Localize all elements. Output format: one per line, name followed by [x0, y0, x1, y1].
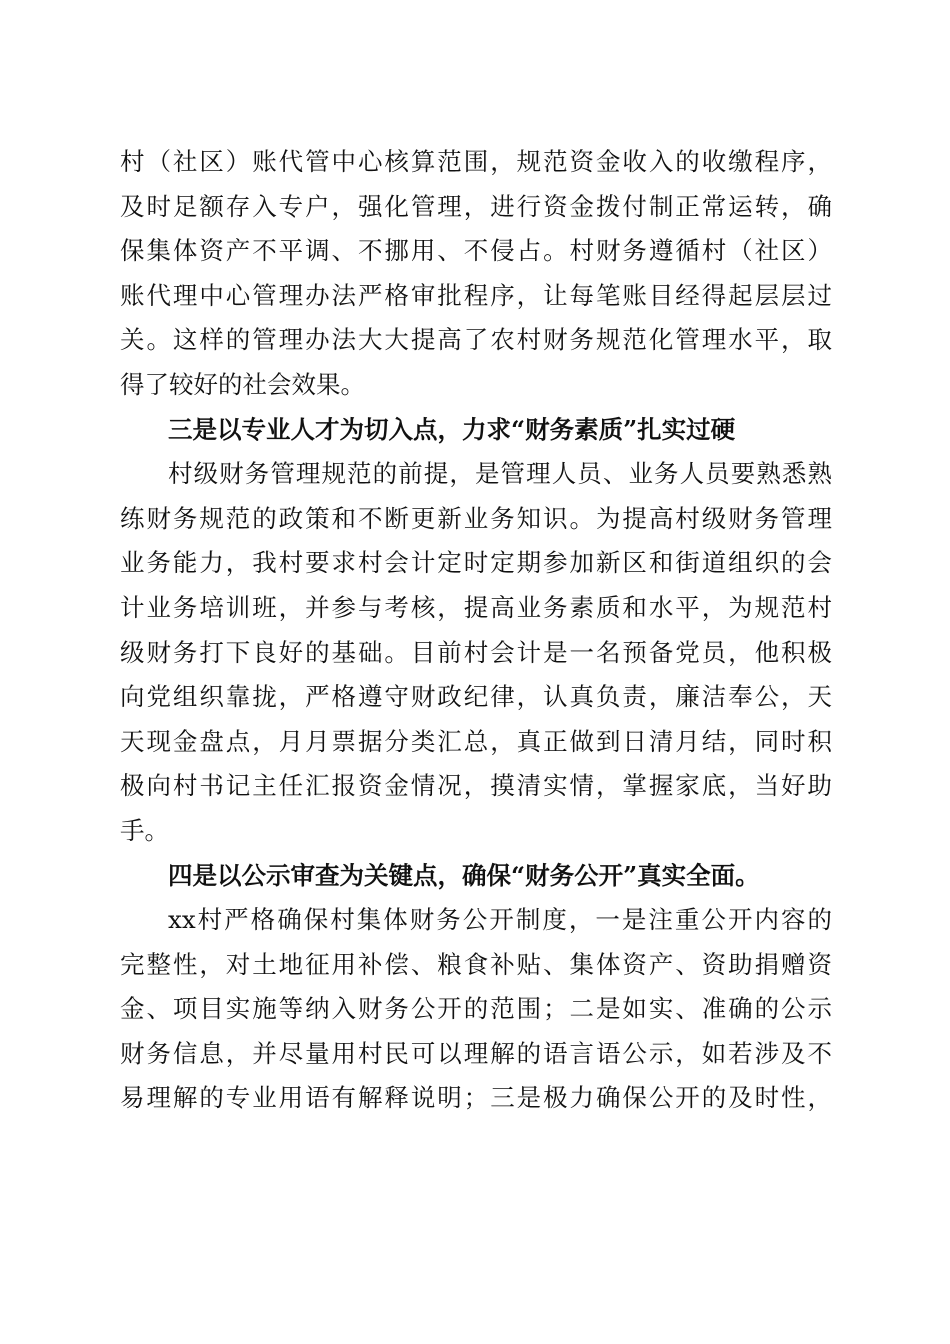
section-heading-3: 三是以专业人才为切入点，力求“财务素质”扎实过硬 [168, 414, 736, 444]
text-line: 极向村书记主任汇报资金情况，摸清实情，掌握家底，当好助 [120, 771, 832, 801]
text-line: 天现金盘点，月月票据分类汇总，真正做到日清月结，同时积 [120, 726, 832, 756]
section-heading-4: 四是以公示审查为关键点，确保“财务公开”真实全面。 [168, 860, 760, 890]
text-line: 计业务培训班，并参与考核，提高业务素质和水平，为规范村 [120, 592, 832, 622]
text-line: 练财务规范的政策和不断更新业务知识。为提高村级财务管理 [120, 503, 832, 533]
text-line: 金、项目实施等纳入财务公开的范围；二是如实、准确的公示 [120, 994, 832, 1024]
text-line: 业务能力，我村要求村会计定时定期参加新区和街道组织的会 [120, 548, 832, 578]
text-line: 财务信息，并尽量用村民可以理解的语言语公示，如若涉及不 [120, 1038, 832, 1068]
text-line: 关。这样的管理办法大大提高了农村财务规范化管理水平，取 [120, 325, 832, 355]
text-line: 向党组织靠拢，严格遵守财政纪律，认真负责，廉洁奉公，天 [120, 682, 832, 712]
text-line: 及时足额存入专户，强化管理，进行资金拨付制正常运转，确 [120, 191, 832, 221]
text-line: 手。 [120, 815, 169, 845]
text-line: 级财务打下良好的基础。目前村会计是一名预备党员，他积极 [120, 637, 832, 667]
paragraph-3 [120, 898, 832, 1121]
text-line: 村级财务管理规范的前提，是管理人员、业务人员要熟悉熟 [168, 459, 832, 489]
text-line: 得了较好的社会效果。 [120, 369, 365, 399]
text-line: 账代理中心管理办法严格审批程序，让每笔账目经得起层层过 [120, 280, 832, 310]
text-line: 完整性，对土地征用补偿、粮食补贴、集体资产、资助捐赠资 [120, 949, 832, 979]
paragraph-1 [120, 140, 832, 408]
paragraph-2 [120, 452, 832, 853]
text-line: 易理解的专业用语有解释说明；三是极力确保公开的及时性， [120, 1083, 832, 1113]
text-line: 保集体资产不平调、不挪用、不侵占。村财务遵循村（社区） [120, 236, 832, 266]
text-line: 村（社区）账代管中心核算范围，规范资金收入的收缴程序， [120, 147, 832, 176]
text-line: xx村严格确保村集体财务公开制度，一是注重公开内容的 [168, 905, 832, 935]
document-page [120, 140, 832, 1121]
